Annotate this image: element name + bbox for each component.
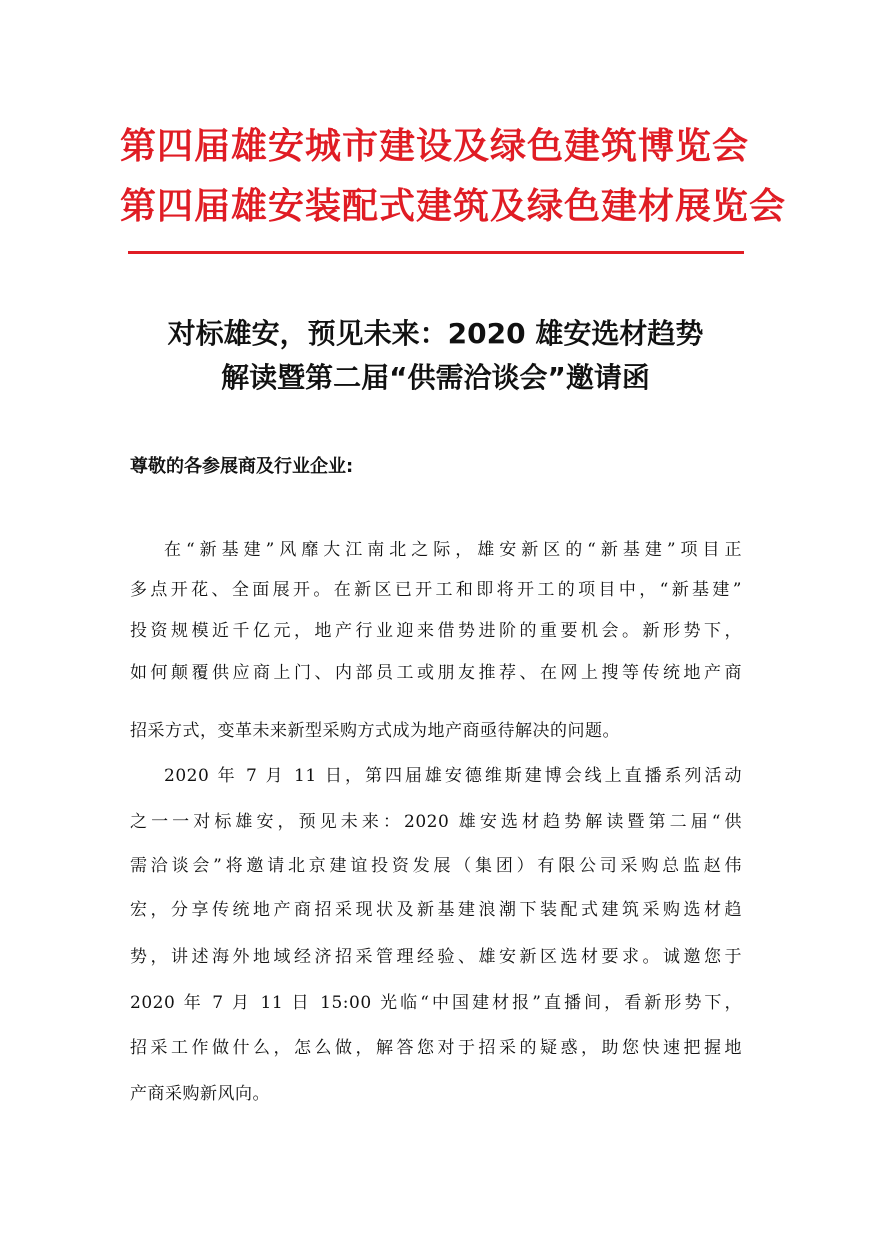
paragraph-2-line-5: 势，讲述海外地域经济招采管理经验、雄安新区选材要求。诚邀您于 bbox=[130, 947, 742, 967]
paragraph-2-line-1: 2020 年 7 月 11 日，第四届雄安德维斯建博会线上直播系列活动 bbox=[164, 766, 742, 786]
header-divider bbox=[128, 251, 744, 254]
paragraph-1-line-3: 投资规模近千亿元，地产行业迎来借势进阶的重要机会。新形势下， bbox=[130, 621, 742, 641]
paragraph-2-line-3: 需洽谈会”将邀请北京建谊投资发展（集团）有限公司采购总监赵伟 bbox=[130, 856, 742, 876]
paragraph-2-line-8: 产商采购新风向。 bbox=[130, 1084, 270, 1104]
paragraph-2-line-2: 之一一对标雄安，预见未来：2020 雄安选材趋势解读暨第二届“供 bbox=[130, 812, 742, 832]
paragraph-1-line-2: 多点开花、全面展开。在新区已开工和即将开工的项目中，“新基建” bbox=[130, 580, 742, 600]
paragraph-1-line-1: 在“新基建”风靡大江南北之际，雄安新区的“新基建”项目正 bbox=[164, 540, 742, 560]
document-title-line-1: 对标雄安，预见未来：2020 雄安选材趋势 bbox=[167, 317, 704, 350]
paragraph-1-line-5: 招采方式，变革未来新型采购方式成为地产商亟待解决的问题。 bbox=[130, 721, 620, 741]
header-title-line-1: 第四届雄安城市建设及绿色建筑博览会 bbox=[120, 126, 750, 167]
paragraph-2-line-4: 宏，分享传统地产商招采现状及新基建浪潮下装配式建筑采购选材趋 bbox=[130, 900, 742, 920]
salutation: 尊敬的各参展商及行业企业: bbox=[130, 456, 354, 477]
paragraph-2-line-6: 2020 年 7 月 11 日 15:00 光临“中国建材报”直播间，看新形势下， bbox=[130, 993, 742, 1013]
paragraph-1-line-4: 如何颠覆供应商上门、内部员工或朋友推荐、在网上搜等传统地产商 bbox=[130, 663, 742, 683]
paragraph-2-line-7: 招采工作做什么，怎么做，解答您对于招采的疑惑，助您快速把握地 bbox=[130, 1038, 742, 1058]
header-title-line-2: 第四届雄安装配式建筑及绿色建材展览会 bbox=[120, 186, 787, 227]
document-title-line-2: 解读暨第二届“供需洽谈会”邀请函 bbox=[221, 361, 650, 394]
